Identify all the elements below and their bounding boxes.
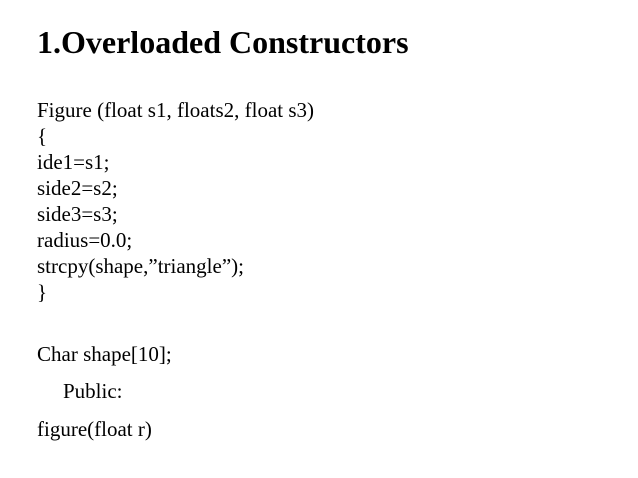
slide-title: 1.Overloaded Constructors: [37, 24, 409, 60]
code-line-side1: ide1=s1;: [37, 150, 110, 174]
code-line-open-brace: {: [37, 124, 48, 148]
code-line-strcpy: strcpy(shape,”triangle”);: [37, 254, 244, 278]
code-line-close-brace: }: [37, 280, 48, 304]
code-line-radius: radius=0.0;: [37, 228, 133, 252]
code-line-signature: Figure (float s1, floats2, float s3): [37, 98, 315, 122]
body-line-figure-float-r: figure(float r): [37, 417, 152, 441]
body-line-char-shape: Char shape[10];: [37, 342, 172, 366]
code-line-side3: side3=s3;: [37, 202, 118, 226]
code-line-side2: side2=s2;: [37, 176, 118, 200]
constructor-code-block: [37, 97, 314, 305]
body-line-public: Public:: [63, 379, 123, 403]
